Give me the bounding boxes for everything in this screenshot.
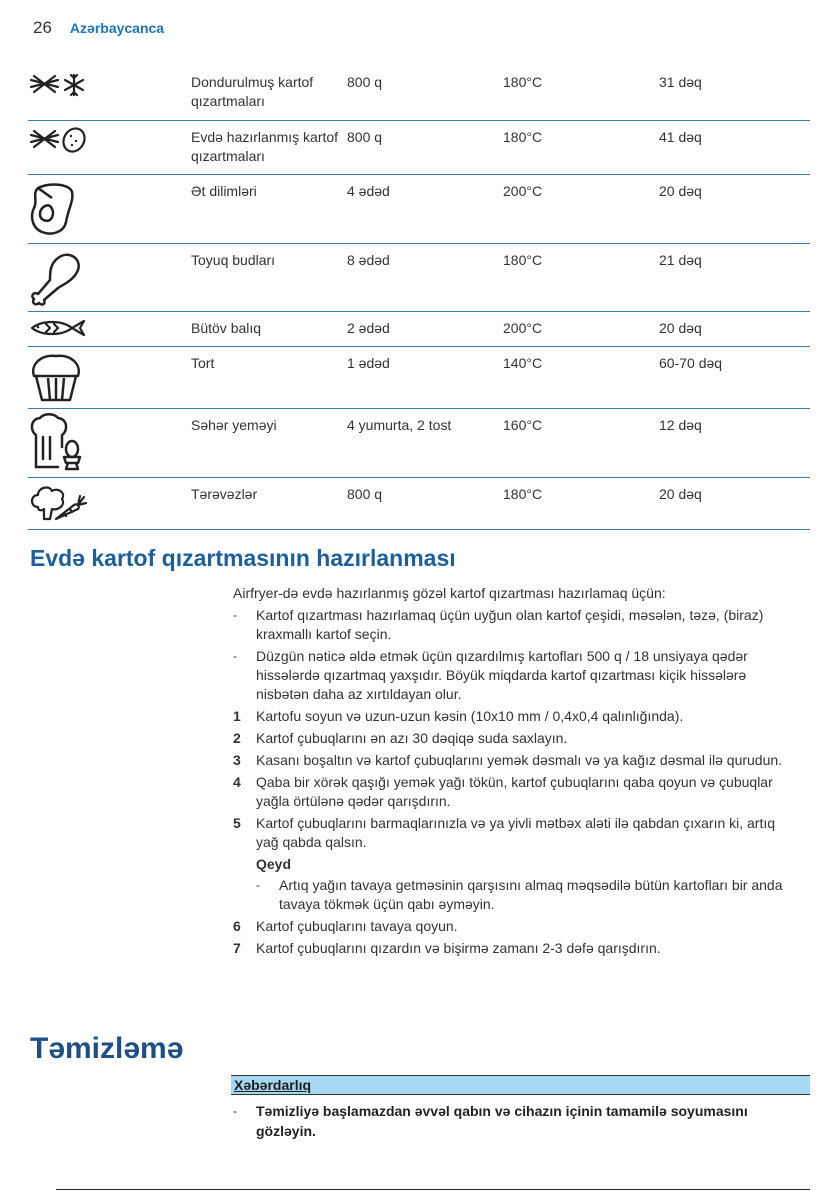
temperature: 180°C	[503, 252, 543, 268]
cooking-time: 31 dəq	[659, 74, 702, 90]
step-item	[233, 814, 799, 852]
dash-marker: -	[256, 878, 260, 892]
table-row	[28, 409, 810, 478]
warning-text: Təmizliyə başlamazdan əvvəl qabın və cihazın içinin tamamilə soyumasını gözləyin.	[256, 1103, 748, 1139]
homemade-fries-instructions	[233, 584, 799, 961]
quantity: 4 yumurta, 2 tost	[347, 417, 452, 433]
step-text: Kartof çubuqlarını tavaya qoyun.	[256, 918, 458, 934]
step-item	[233, 729, 799, 748]
quantity: 8 ədəd	[347, 252, 390, 268]
temperature: 180°C	[503, 74, 543, 90]
step-text: Kasanı boşaltın və kartof çubuqlarını yemək dəsmalı və ya kağız dəsmal ilə qurudun.	[256, 752, 783, 768]
cooking-time: 12 dəq	[659, 417, 702, 433]
cooking-time: 20 dəq	[659, 320, 702, 336]
step-text: Kartof çubuqlarını qızardın və bişirmə zamanı 2-3 dəfə qarışdırın.	[256, 940, 661, 956]
frozen-fries-icon	[28, 72, 88, 98]
table-row	[28, 66, 810, 121]
table-row	[28, 478, 810, 530]
table-row	[28, 175, 810, 244]
chicken-drumstick-icon	[28, 248, 86, 308]
bullet-text: Düzgün nəticə əldə etmək üçün qızardılmış kartofları 500 q / 18 unsiyaya qədər hissələrdə qızartmaq yaxşıdır. Böyük miqdarda kartof qızartması kiçik hissələrə nisbətən daha az xırtıldayan olur.	[256, 648, 748, 702]
food-name: Ət dilimləri	[191, 183, 257, 199]
cooking-table	[28, 66, 810, 530]
intro-text: Airfryer-də evdə hazırlanmış gözəl kartof qızartması hazırlamaq üçün:	[233, 585, 666, 601]
section-title-homemade-fries: Evdə kartof qızartmasının hazırlanması	[30, 545, 456, 571]
list-item	[233, 647, 799, 704]
step-number: 1	[233, 708, 241, 724]
breakfast-icon	[28, 413, 84, 471]
footer-divider	[56, 1189, 810, 1190]
warning-label: Xəbərdarlıq	[231, 1075, 810, 1095]
step-text: Kartof çubuqlarını barmaqlarınızla və ya yivli mətbəx aləti ilə qabdan çıxarın ki, artıq yağ qabda qalsın.	[256, 815, 776, 850]
warning-item	[231, 1101, 756, 1141]
table-row	[28, 347, 810, 409]
dash-marker: -	[233, 649, 237, 663]
temperature: 200°C	[503, 320, 543, 336]
cooking-time: 41 dəq	[659, 129, 702, 145]
step-number: 6	[233, 918, 241, 934]
temperature: 140°C	[503, 355, 543, 371]
table-row	[28, 312, 810, 347]
dash-marker: -	[233, 608, 237, 622]
muffin-icon	[28, 352, 84, 404]
temperature: 180°C	[503, 486, 543, 502]
step-number: 5	[233, 815, 241, 831]
food-name: Tort	[191, 355, 215, 371]
quantity: 800 q	[347, 74, 383, 90]
list-item	[233, 606, 799, 644]
quantity: 4 ədəd	[347, 183, 390, 199]
fish-icon	[28, 318, 88, 338]
note-text: Artıq yağın tavaya getməsinin qarşısını almaq məqsədilə bütün kartofları bir anda tavaya tökmək üçün qabı əyməyin.	[279, 877, 783, 912]
table-row	[28, 121, 810, 175]
warning-box	[231, 1075, 810, 1141]
temperature: 200°C	[503, 183, 543, 199]
meat-slice-icon	[28, 180, 76, 238]
step-number: 4	[233, 774, 241, 790]
step-text: Kartof çubuqlarını ən azı 30 dəqiqə suda saxlayın.	[256, 730, 568, 746]
cooking-time: 60-70 dəq	[659, 355, 723, 371]
step-item	[233, 939, 799, 958]
quantity: 800 q	[347, 486, 383, 502]
bullet-text: Kartof qızartması hazırlamaq üçün uyğun olan kartof çeşidi, məsələn, təzə, (biraz) kraxmallı kartof seçin.	[256, 607, 764, 642]
step-text: Qaba bir xörək qaşığı yemək yağı tökün, kartof çubuqlarını qaba qoyun və çubuqlar yağla örtülənə qədər qarışdırın.	[256, 774, 773, 809]
dash-marker: -	[233, 1104, 237, 1118]
cooking-time: 20 dəq	[659, 183, 702, 199]
cooking-time: 20 dəq	[659, 486, 702, 502]
note-title: Qeyd	[256, 856, 292, 872]
step-text: Kartofu soyun və uzun-uzun kəsin (10x10 mm / 0,4x0,4 qalınlığında).	[256, 708, 684, 724]
food-name: Toyuq budları	[191, 252, 276, 268]
step-number: 3	[233, 752, 241, 768]
food-name: Dondurulmuş kartof qızartmaları	[191, 74, 314, 109]
page-header	[33, 18, 164, 38]
step-number: 2	[233, 730, 241, 746]
step-item	[233, 751, 799, 770]
step-number: 7	[233, 940, 241, 956]
step-item	[233, 773, 799, 811]
step-item	[233, 917, 799, 936]
vegetables-icon	[28, 483, 88, 523]
food-name: Səhər yeməyi	[191, 417, 277, 433]
table-row	[28, 244, 810, 312]
quantity: 800 q	[347, 129, 383, 145]
note-item	[233, 876, 799, 914]
temperature: 180°C	[503, 129, 543, 145]
section-title-cleaning: Təmizləmə	[30, 1032, 184, 1065]
step-item	[233, 707, 799, 726]
language-label: Azərbaycanca	[69, 20, 165, 36]
quantity: 2 ədəd	[347, 320, 390, 336]
food-name: Bütöv balıq	[191, 320, 262, 336]
food-name: Tərəvəzlər	[191, 486, 258, 502]
page-number: 26	[33, 18, 52, 37]
food-name: Evdə hazırlanmış kartof qızartmaları	[191, 129, 339, 164]
cooking-time: 21 dəq	[659, 252, 702, 268]
temperature: 160°C	[503, 417, 543, 433]
homemade-fries-icon	[28, 126, 88, 154]
quantity: 1 ədəd	[347, 355, 390, 371]
